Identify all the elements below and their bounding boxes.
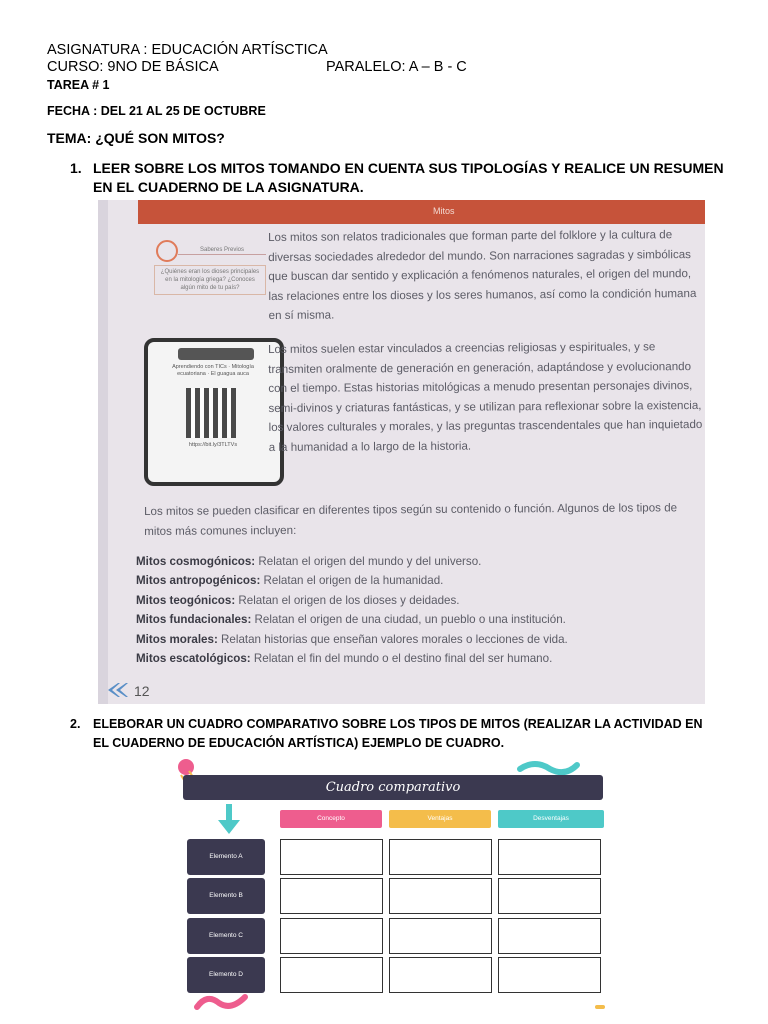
question-number: 1.	[70, 160, 82, 176]
phone-header	[178, 348, 254, 360]
side-title: Saberes Previos	[178, 240, 266, 255]
lightbulb-icon	[156, 240, 178, 262]
list-item: Mitos escatológicos: Relatan el fin del mundo o el destino final del ser humano.	[136, 652, 553, 666]
phone-label: Aprendiendo con TICs · Mitología ecuatoriana · El guagua auca	[172, 364, 254, 377]
table-cell	[498, 839, 601, 875]
prior-knowledge-box	[154, 240, 266, 295]
row-label: Elemento C	[187, 918, 265, 954]
list-item: Mitos antropogénicos: Relatan el origen de la humanidad.	[136, 574, 444, 588]
myth-types-list	[136, 552, 696, 668]
page-number: 12	[134, 683, 150, 699]
paragraph-3: Los mitos se pueden clasificar en diferentes tipos según su contenido o función. Algunos de los tipos de mitos más comunes incluyen:	[144, 501, 678, 538]
banner-title: Mitos	[433, 206, 455, 216]
row-label: Elemento A	[187, 839, 265, 875]
table-cell	[389, 957, 492, 993]
list-item: Mitos fundacionales: Relatan el origen de una ciudad, un pueblo o una institución.	[136, 613, 566, 627]
table-title: Cuadro comparativo	[183, 775, 603, 800]
table-cell	[280, 957, 383, 993]
qr-code-icon	[186, 388, 236, 438]
column-header: Concepto	[280, 810, 382, 828]
table-cell	[498, 957, 601, 993]
table-cell	[389, 839, 492, 875]
section-line: PARALELO: A – B - C	[326, 59, 467, 75]
paragraph-1: Los mitos son relatos tradicionales que forman parte del folklore y la cultura de diversas sociedades alrededor del mundo. Son narraciones sagradas y simbólicas que buscan dar sentido y explicación a fenómenos naturales, el origen del mundo, las relaciones entre los dioses y los seres humanos, así como la condición humana en sí misma.	[268, 228, 697, 322]
topic-line: TEMA: ¿QUÉ SON MITOS?	[47, 130, 225, 146]
column-header: Desventajas	[498, 810, 604, 828]
assignment-number: TAREA # 1	[47, 78, 110, 92]
arrow-down-icon	[218, 804, 240, 834]
table-cell	[280, 839, 383, 875]
table-cell	[280, 918, 383, 954]
table-cell	[389, 918, 492, 954]
phone-qr-graphic	[144, 338, 284, 486]
list-item: Mitos teogónicos: Relatan el origen de los dioses y deidades.	[136, 593, 460, 607]
date-line: FECHA : DEL 21 AL 25 DE OCTUBRE	[47, 104, 266, 118]
row-label: Elemento D	[187, 957, 265, 993]
question-number: 2.	[70, 717, 81, 731]
list-item: Mitos morales: Relatan historias que enseñan valores morales o lecciones de vida.	[136, 632, 568, 646]
table-cell	[498, 918, 601, 954]
row-label: Elemento B	[187, 878, 265, 914]
decorative-wave	[547, 993, 607, 1011]
table-cell	[280, 878, 383, 914]
phone-link: https://bit.ly/3TLTVs	[188, 442, 238, 448]
table-cell	[498, 878, 601, 914]
textbook-page-photo	[98, 200, 705, 704]
column-header: Ventajas	[389, 810, 491, 828]
question-text: ELEBORAR UN CUADRO COMPARATIVO SOBRE LOS TIPOS DE MITOS (REALIZAR LA ACTIVIDAD EN EL CUADERNO DE EDUCACIÓN ARTÍSTICA) EJEMPLO DE CUADRO.	[93, 717, 703, 750]
banner	[138, 200, 705, 224]
table-cell	[389, 878, 492, 914]
paragraph-2: Los mitos suelen estar vinculados a creencias religiosas y espirituales, y se transmiten oralmente de generación en generación, adaptándose y evolucionando con el tiempo. Estas historias mitológicas a menudo presentan personajes divinos, semi-divinos y criaturas fantásticas, y se utilizan para reflexionar sobre la existencia, los valores culturales y morales, y las preguntas trascendentales que han inquietado a la humanidad a lo largo de la historia.	[268, 340, 703, 454]
comparison-table-example	[175, 757, 615, 1012]
chevron-left-icon	[106, 682, 128, 698]
decorative-wave	[515, 757, 615, 777]
subject-line: ASIGNATURA : EDUCACIÓN ARTÍSCTICA	[47, 42, 328, 58]
decorative-wave	[193, 989, 253, 1012]
list-item: Mitos cosmogónicos: Relatan el origen del mundo y del universo.	[136, 555, 482, 568]
side-questions: ¿Quiénes eran los dioses principales en la mitología griega? ¿Conoces algún mito de tu país?	[154, 265, 266, 295]
question-text: LEER SOBRE LOS MITOS TOMANDO EN CUENTA SUS TIPOLOGÍAS Y REALICE UN RESUMEN EN EL CUADERNO DE LA ASIGNATURA.	[93, 160, 724, 195]
course-line: CURSO: 9NO DE BÁSICA	[47, 59, 219, 75]
page-edge	[98, 200, 108, 704]
